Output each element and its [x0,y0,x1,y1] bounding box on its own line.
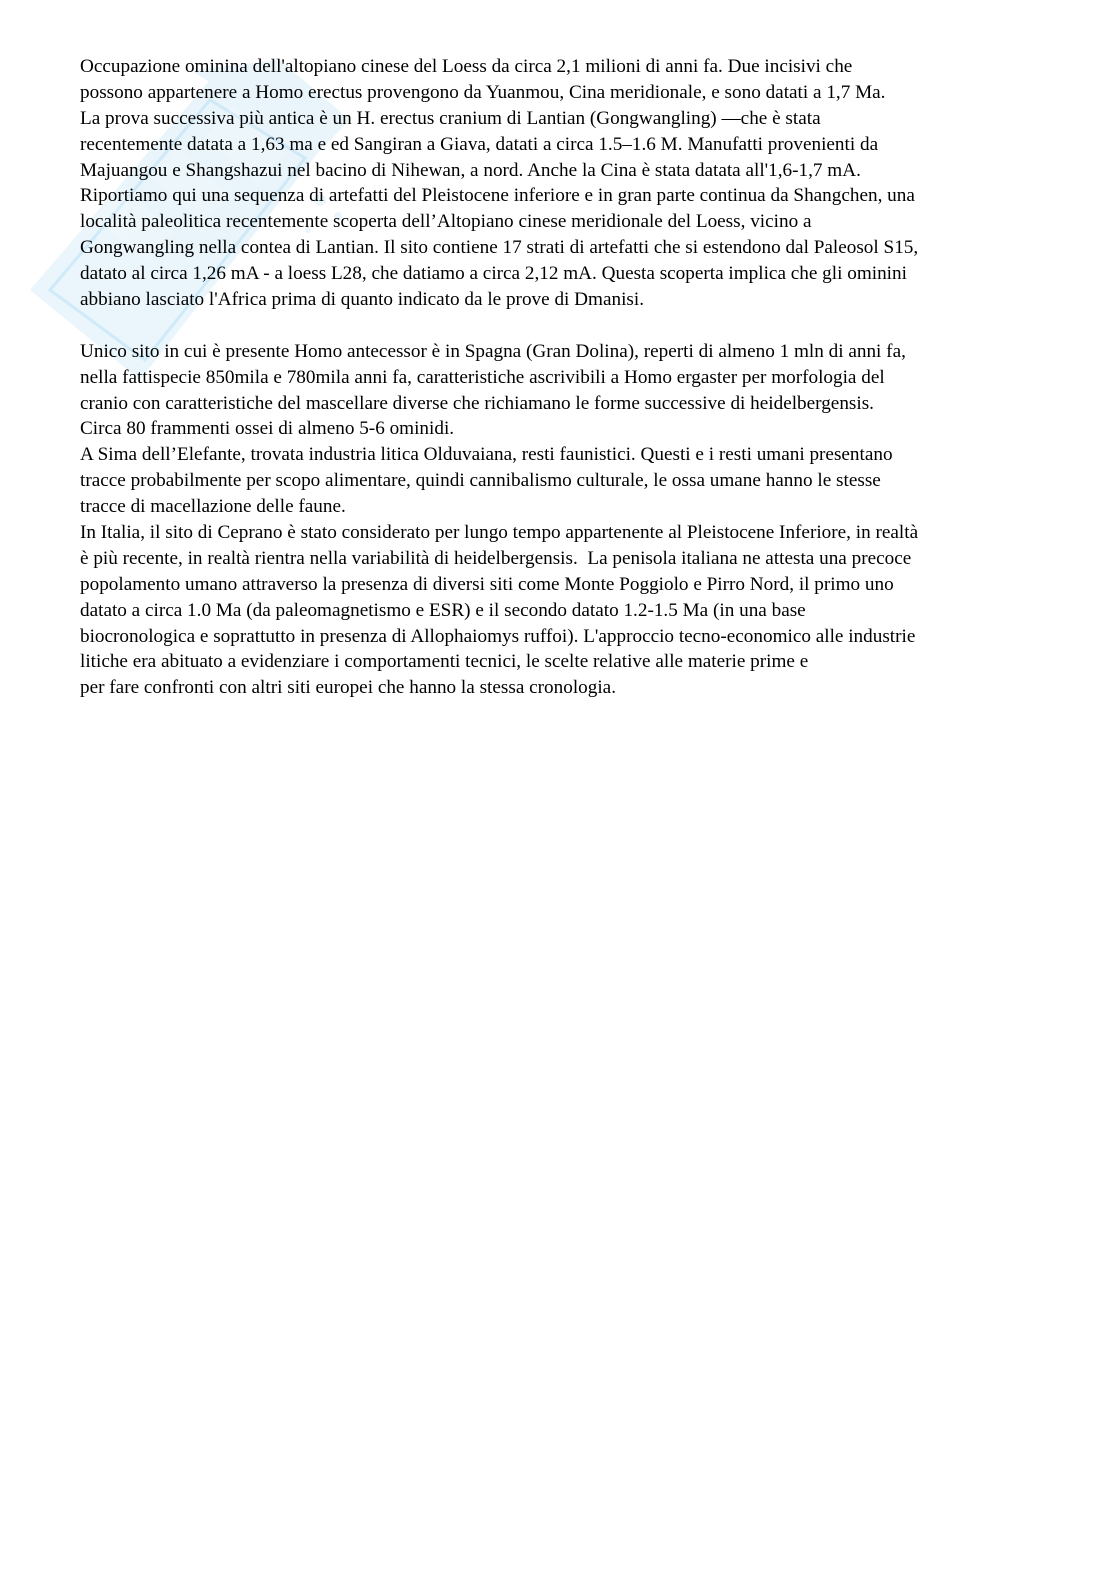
text-line: recentemente datata a 1,63 ma e ed Sangiran a Giava, datati a circa 1.5–1.6 M. Manufatti provenienti da [80,133,879,155]
text-line: A Sima dell’Elefante, trovata industria litica Olduvaiana, resti faunistici. Questi e i resti umani presentano [80,444,893,466]
text-line: per fare confronti con altri siti europei che hanno la stessa cronologia. [80,677,616,699]
text-line: abbiano lasciato l'Africa prima di quanto indicato da le prove di Dmanisi. [80,289,644,311]
text-line: Riportiamo qui una sequenza di artefatti del Pleistocene inferiore e in gran parte continua da Shangchen, una [80,185,915,207]
text-line: Unico sito in cui è presente Homo antecessor è in Spagna (Gran Dolina), reperti di almeno 1 mln di anni fa, [80,340,906,362]
text-line: tracce di macellazione delle faune. [80,496,346,518]
text-line: popolamento umano attraverso la presenza di diversi siti come Monte Poggiolo e Pirro Nord, il primo uno [80,573,894,595]
text-line: località paleolitica recentemente scoperta dell’Altopiano cinese meridionale del Loess, vicino a [80,211,812,233]
text-line: Majuangou e Shangshazui nel bacino di Nihewan, a nord. Anche la Cina è stata datata all'1,6-1,7 mA. [80,159,861,181]
text-line: Occupazione ominina dell'altopiano cinese del Loess da circa 2,1 milioni di anni fa. Due incisivi che [80,56,853,77]
text-line: Circa 80 frammenti ossei di almeno 5-6 ominidi. [80,418,455,440]
text-line: Gongwangling nella contea di Lantian. Il sito contiene 17 strati di artefatti che si estendono dal Paleosol S15, [80,237,919,259]
text-line: litiche era abituato a evidenziare i comportamenti tecnici, le scelte relative alle materie prime e [80,651,809,673]
paragraph-spacer [80,313,1060,339]
text-line: è più recente, in realtà rientra nella variabilità di heidelbergensis. La penisola italiana ne attesta una precoce [80,547,912,569]
text-line: possono appartenere a Homo erectus provengono da Yuanmou, Cina meridionale, e sono datati a 1,7 Ma. [80,81,886,103]
paragraph-1 [80,54,1060,313]
text-line: datato a circa 1.0 Ma (da paleomagnetismo e ESR) e il secondo datato 1.2-1.5 Ma (in una base [80,599,806,621]
document-body [80,54,1060,701]
text-line: In Italia, il sito di Ceprano è stato considerato per lungo tempo appartenente al Pleistocene Inferiore, in realtà [80,522,919,544]
text-line: La prova successiva più antica è un H. erectus cranium di Lantian (Gongwangling) —che è stata [80,107,821,129]
text-line: datato al circa 1,26 mA - a loess L28, che datiamo a circa 2,12 mA. Questa scoperta implica che gli ominini [80,263,907,285]
text-line: biocronologica e soprattutto in presenza di Allophaiomys ruffoi). L'approccio tecno-economico alle industrie [80,625,916,647]
text-line: cranio con caratteristiche del mascellare diverse che richiamano le forme successive di heidelbergensis. [80,392,874,414]
paragraph-2 [80,339,1060,701]
text-line: nella fattispecie 850mila e 780mila anni fa, caratteristiche ascrivibili a Homo ergaster per morfologia del [80,366,885,388]
text-line: tracce probabilmente per scopo alimentare, quindi cannibalismo culturale, le ossa umane hanno le stesse [80,470,881,492]
